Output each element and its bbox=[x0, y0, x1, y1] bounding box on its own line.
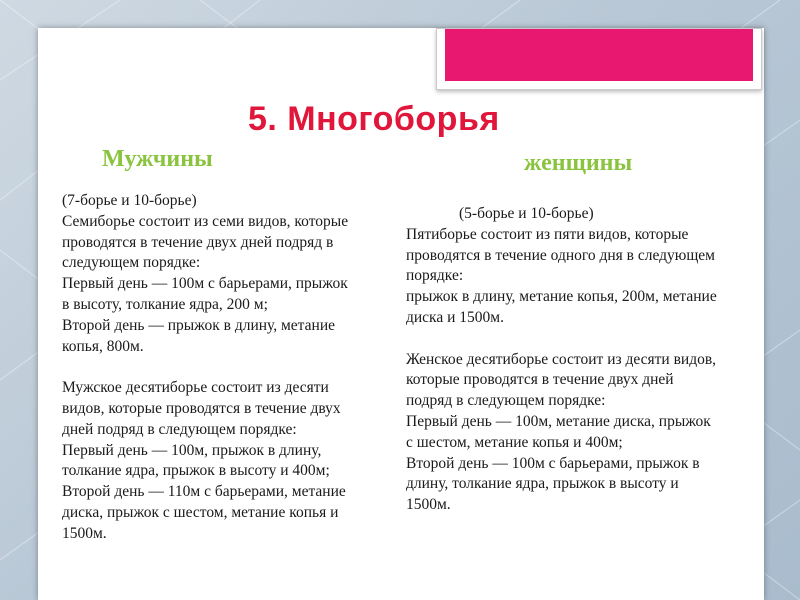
text-line bbox=[406, 329, 717, 350]
slide-title: 5. Многоборья bbox=[248, 100, 500, 138]
text-line: Семиборье состоит из семи видов, которые bbox=[62, 212, 349, 230]
text-line: которые проводятся в течение двух дней bbox=[406, 371, 674, 389]
text-line: Второй день — 100м с барьерами, прыжок в bbox=[406, 454, 700, 472]
text-line: Первый день — 100м, метание диска, прыжок bbox=[406, 412, 711, 430]
text-line: следующем порядке: bbox=[62, 254, 201, 272]
text-line: Второй день — прыжок в длину, метание bbox=[62, 316, 335, 334]
text-line: Мужское десятиборье состоит из десяти bbox=[62, 379, 329, 397]
text-line: толкание ядра, прыжок в высоту и 400м; bbox=[62, 462, 330, 480]
text-line: Первый день — 100м, прыжок в длину, bbox=[62, 441, 322, 459]
men-text-block bbox=[62, 191, 348, 545]
text-line: (7-борье и 10-борье) bbox=[62, 192, 197, 209]
text-line: 1500м. bbox=[62, 524, 107, 542]
text-line: с шестом, метание копья и 400м; bbox=[406, 433, 623, 451]
women-subheading: (5-борье и 10-борье) bbox=[459, 205, 594, 222]
accent-bar bbox=[445, 29, 753, 81]
slide bbox=[38, 28, 764, 600]
text-line: Первый день — 100м с барьерами, прыжок bbox=[62, 275, 348, 293]
text-line: 1500м. bbox=[406, 496, 451, 514]
text-line: длину, толкание ядра, прыжок в высоту и bbox=[406, 475, 679, 493]
text-line: дней подряд в следующем порядке: bbox=[62, 420, 297, 438]
heading-men: Мужчины bbox=[102, 146, 213, 172]
text-line: Женское десятиборье состоит из десяти видов, bbox=[406, 350, 717, 368]
text-line: копья, 800м. bbox=[62, 337, 144, 355]
text-line: диска, прыжок с шестом, метание копья и bbox=[62, 503, 339, 521]
text-line: Второй день — 110м с барьерами, метание bbox=[62, 483, 346, 501]
women-text-block bbox=[406, 204, 717, 516]
text-line: диска и 1500м. bbox=[406, 308, 504, 326]
text-line: прыжок в длину, метание копья, 200м, метание bbox=[406, 288, 717, 306]
text-line: проводятся в течение двух дней подряд в bbox=[62, 233, 334, 251]
text-line: подряд в следующем порядке: bbox=[406, 392, 606, 410]
text-line: порядке: bbox=[406, 267, 464, 285]
heading-women: женщины bbox=[524, 150, 633, 176]
text-line: видов, которые проводятся в течение двух bbox=[62, 399, 341, 417]
text-line: Пятиборье состоит из пяти видов, которые bbox=[406, 225, 689, 243]
text-line: проводятся в течение одного дня в следующем bbox=[406, 246, 715, 264]
accent-frame bbox=[436, 28, 762, 90]
text-line bbox=[62, 357, 348, 378]
text-line: в высоту, толкание ядра, 200 м; bbox=[62, 295, 268, 313]
